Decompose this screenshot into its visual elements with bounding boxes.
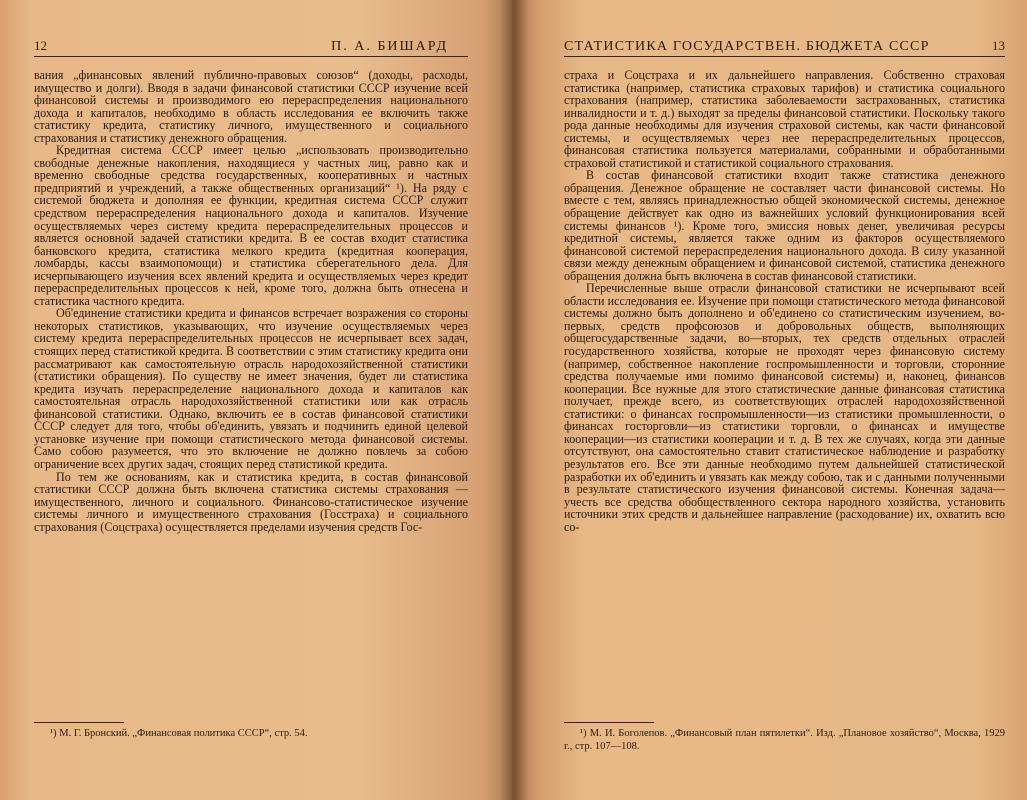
paragraph: По тем же основаниям, как и статистика кредита, в состав финансовой статистики СССР должна быть включена статистика системы страхования — имущественного, личного и социального. Финансово-статистическое изучение системы личного и имущественного страхования (Госстраха) и социального страхования (Соцстраха) осуществляется пределами изучения средств Гос- bbox=[34, 469, 468, 534]
left-running-title: П. А. БИШАРД bbox=[331, 39, 448, 54]
paragraph: Об'единение статистики кредита и финансов встречает возражения со стороны некоторых статистиков, указывающих, что изучение осуществляемых через систему кредита перераспределительных процессов не исчерпывает всех задач, стоящих перед статистикой кредита. В соответствии с этим статистику кредита они рассматривают как самостоятельную отрасль народохозяйственной статистики (статистики обращения). По существу не имеет значения, будет ли статистика кредита изучать перераспределение национального дохода и капиталов как самостоятельная отрасль народохозяйственной статистики или как отрасль финансовой статистики. Однако, включить ее в состав финансовой статистики СССР следует для того, чтобы об'единить, увязать и подчинить единой целевой установке изучение при помощи статистического метода финансовой системы. Само собою разумеется, что это включение не должно повлечь за собою ограничение всех других задач, стоящих перед статистикой кредита. bbox=[34, 306, 468, 471]
footnote-rule bbox=[34, 722, 124, 723]
right-footnotes bbox=[564, 722, 1005, 753]
right-page-number: 13 bbox=[992, 38, 1005, 53]
left-page bbox=[0, 0, 512, 800]
paragraph: Кредитная система СССР имеет целью „использовать производительно свободные денежные накопления, находящиеся у частных лиц, равно как и временно свободные средства государственных, кооперативных и частных предприятий и учреждений, а также общественных организаций“ ¹). На ряду с системой бюджета и дополняя ее функции, кредитная система СССР служит средством перераспределения национального дохода и капиталов. Изучение осуществляемых через систему кредита перераспределительных процессов и является основной задачей статистики кредита. В ее состав входит статистика банковского кредита, статистика мелкого кредита (кредитная кооперация, ломбарды, кассы взаимопомощи) и статистика сберегательного дела. Для исчерпывающего изучения всех явлений кредита и осуществляемых через кредит перераспределительных процессов к ней, кроме того, должна быть отнесена и статистика частного кредита. bbox=[34, 143, 468, 308]
right-page bbox=[512, 0, 1027, 800]
right-running-title: СТАТИСТИКА ГОСУДАРСТВЕН. БЮДЖЕТА СССР bbox=[564, 39, 930, 54]
left-running-head bbox=[34, 38, 468, 57]
left-footnotes bbox=[34, 722, 468, 740]
left-body-text bbox=[34, 69, 468, 533]
footnote-rule bbox=[564, 722, 654, 723]
left-page-number: 12 bbox=[34, 38, 47, 53]
paragraph: страха и Соцстраха и их дальнейшего направления. Собственно страховая статистика (например, статистика страховых тарифов) и статистика социального страхования (например, статистика заболеваемости застрахованных, статистика инвалидности и т. д.) выходят за пределы финансовой статистики. Поскольку такого рода данные необходимы для изучения страховой системы, как части финансовой системы, и осуществляемых через нее перераспределительных процессов, финансовая статистика пользуется материалами, собранными и обработанными страховой статистикой и статистикой социального страхования. bbox=[564, 68, 1005, 170]
paragraph: Перечисленные выше отрасли финансовой статистики не исчерпывают всей области исследования ее. Изучение при помощи статистического метода финансовой системы должно быть дополнено и об'единено со статистическим изучением, во-первых, средств профсоюзов и добровольных обществ, выполняющих общегосударственные задачи, во—вторых, тех средств отдельных отраслей государственного хозяйства, которые не проходят через финансовую систему (например, собственное накопление госпромышленности и торговли, сторонние средства получаемые ими помимо финансовой системы) и, наконец, финансов кооперации. Все нужные для этого статистические данные финансовая статистика получает, прежде всего, из соответствующих отраслей народохозяйственной статистики: о финансах госпромышленности—из статистики промышленности, о финансах госторговли—из статистики торговли, о финансах и имуществе кооперации—из статистики кооперации и т. д. В тех же случаях, когда эти данные отсутствуют, она самостоятельно ставит статистическое наблюдение и разработку результатов его. Все эти данные необходимо путем дальнейшей статистической разработки их об'единить и увязать как между собою, так и с данными полученными в результате статистического изучения финансовой системы. Конечная задача—учесть все средства обобществленного сектора народного хозяйства, установить источники этих средств и дальнейшее направление (расходование) их, охватить всю со- bbox=[564, 281, 1005, 534]
footnote: ¹) М. Г. Бронский. „Финансовая политика СССР“, стр. 54. bbox=[50, 728, 308, 739]
right-body-text bbox=[564, 69, 1005, 533]
footnote: ¹) М. И. Боголепов. „Финансовый план пятилетки“. Изд. „Плановое хозяйство“, Москва, 1929 г., стр. 107—108. bbox=[564, 728, 1005, 752]
paragraph: вания „финансовых явлений публично-правовых союзов“ (доходы, расходы, имущество и долги). Вводя в задачи финансовой статистики СССР изучение всей финансовой системы и производимого ею перераспределения национального дохода и капиталов, необходимо в область исследования ее включить также статистику кредита, статистику личного, имущественного и социального страхования и статистику денежного обращения. bbox=[34, 68, 468, 145]
paragraph: В состав финансовой статистики входит также статистика денежного обращения. Денежное обращение не составляет части финансовой системы. Но вместе с тем, являясь принадлежностью общей экономической системы, денежное обращение действует как одно из важнейших условий функционирования всей системы финансов ¹). Кроме того, эмиссия новых денег, увеличивая ресурсы кредитной системы, является также одним из факторов осуществляемого финансовой системой перераспределения национального дохода. В силу указанной связи между денежным обращением и финансовой системой, статистика денежного обращения должна быть включена в состав финансовой статистики. bbox=[564, 168, 1005, 283]
right-running-head bbox=[564, 38, 1005, 57]
